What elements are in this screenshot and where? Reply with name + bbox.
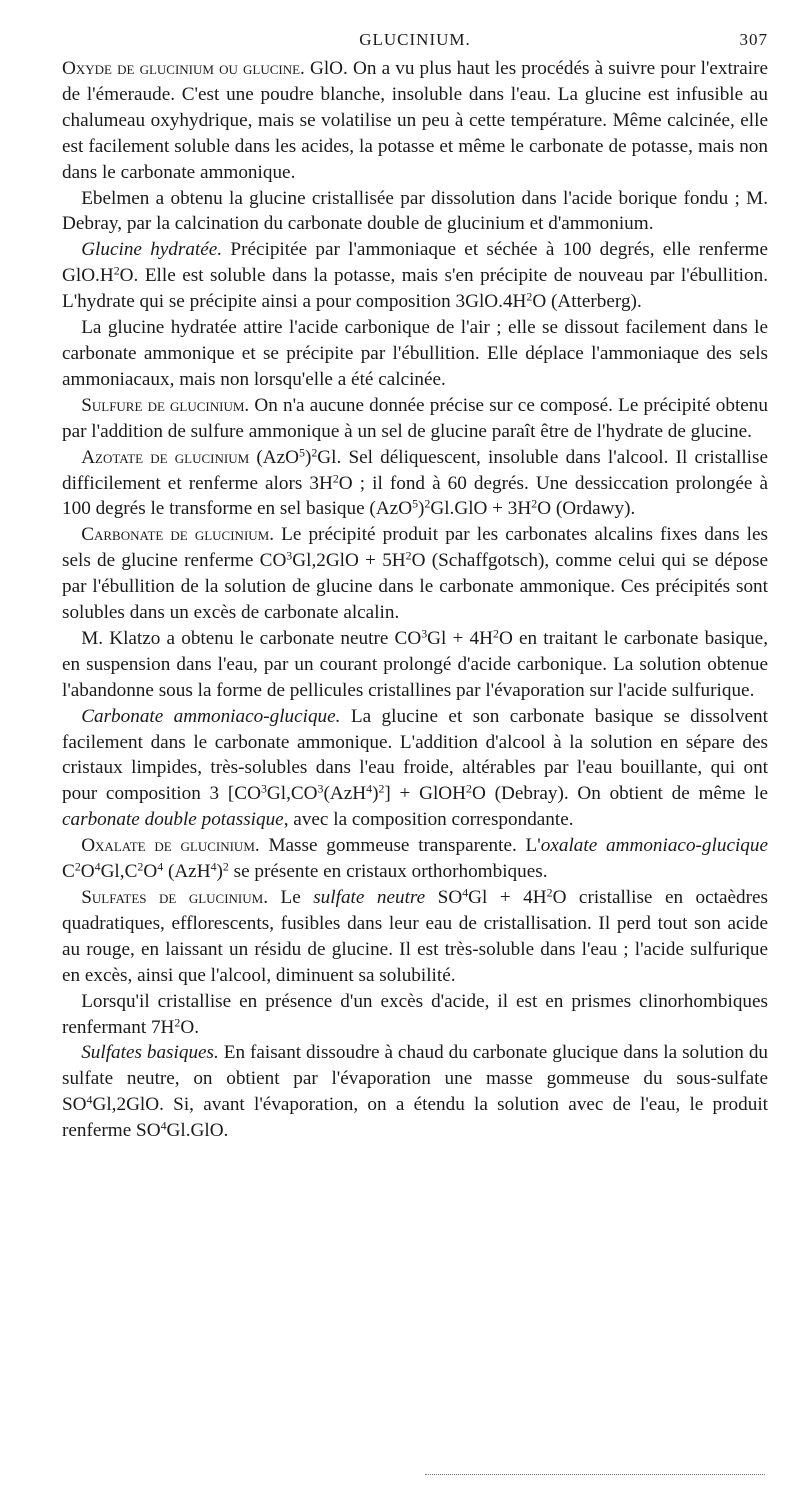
italic-term: sulfate neutre bbox=[313, 887, 426, 908]
superscript: 2 bbox=[74, 859, 81, 874]
superscript: 2 bbox=[378, 781, 385, 796]
text-run: SO bbox=[425, 887, 463, 908]
paragraph-azotate bbox=[62, 445, 768, 523]
text-run: (AzO bbox=[249, 446, 299, 468]
superscript: 2 bbox=[113, 263, 120, 278]
text-run: Gl + 4H bbox=[427, 627, 493, 649]
paragraph-text: Ebelmen a obtenu la glucine cristallisée par dissolution dans l'acide borique fondu ; M. Debray, par la calcination du carbonate double de glucinium et d'ammonium. bbox=[62, 187, 768, 235]
paragraph-sulfates bbox=[62, 885, 768, 989]
superscript: 4 bbox=[160, 1118, 167, 1133]
book-page bbox=[62, 30, 768, 1144]
text-run: se présente en cristaux orthorhombiques. bbox=[228, 861, 548, 883]
section-heading-azotate: Azotate de glucinium bbox=[81, 446, 250, 468]
body-text bbox=[62, 56, 768, 1144]
section-heading-oxalate: Oxalate de glucinium. bbox=[81, 835, 260, 857]
text-run: Le bbox=[268, 887, 314, 908]
paragraph-glucine-hydratee bbox=[62, 237, 768, 315]
text-run: Précipitée par l'ammoniaque et séchée à 100 degrés, elle renferme GlO.H bbox=[62, 239, 768, 287]
superscript: 3 bbox=[421, 626, 428, 641]
paragraph-ebelmen bbox=[62, 186, 768, 238]
text-run: Gl.GlO. bbox=[166, 1120, 229, 1142]
superscript: 2 bbox=[526, 289, 533, 304]
text-run: M. Klatzo a obtenu le carbonate neutre CO bbox=[81, 627, 422, 649]
text-run: La glucine et son carbonate basique se dissolvent facilement dans le carbonate ammonique. L'addition d'alcool à la solution en sépare des cristaux limpides, très-solubles dans l'eau froide, altérables par l'eau bouillante, qui ont pour composition 3 [CO bbox=[62, 705, 768, 805]
paragraph-sulfure bbox=[62, 393, 768, 445]
superscript: 2 bbox=[466, 781, 472, 796]
paragraph-oxalate bbox=[62, 833, 768, 885]
text-run: Le précipité produit par les carbonates alcalins fixes dans les sels de glucine renferme CO bbox=[62, 524, 768, 572]
text-run: O ; il fond à 60 degrés. Une dessiccation prolongée à 100 degrés le transforme en sel basique (AzO bbox=[62, 472, 768, 520]
paragraph-sulfates-basiques bbox=[62, 1040, 768, 1144]
superscript: 2 bbox=[424, 496, 431, 511]
paragraph-oxyde bbox=[62, 56, 768, 186]
paragraph-prismes bbox=[62, 989, 768, 1041]
text-run: Lorsqu'il cristallise en présence d'un excès d'acide, il est en prismes clinorhombiques renfermant 7H bbox=[62, 990, 768, 1038]
text-run: O. bbox=[180, 1016, 200, 1038]
text-run: ) bbox=[216, 861, 223, 883]
text-run: (AzH bbox=[323, 783, 367, 805]
superscript: 2 bbox=[405, 548, 412, 563]
paragraph-glucine-air bbox=[62, 315, 768, 393]
superscript: 3 bbox=[317, 781, 324, 796]
text-run: O bbox=[143, 861, 158, 883]
paragraph-text: On a vu plus haut les procédés à suivre pour l'extraire de l'émeraude. C'est une poudre blanche, insoluble dans l'eau. La glucine est infusible au chalumeau oxyhydrique, mais se volatilise un peu à cette température. Même calcinée, elle est facilement soluble dans les acides, la potasse et même le carbonate de potasse, mais non dans le carbonate ammonique. bbox=[62, 58, 768, 183]
formula: GlO. bbox=[304, 58, 348, 79]
italic-term: carbonate double potassique bbox=[62, 809, 284, 831]
superscript: 2 bbox=[174, 1014, 181, 1029]
superscript: 4 bbox=[210, 859, 217, 874]
text-run: O en traitant le carbonate basique, en suspension dans l'eau, par un courant prolongé d'acide carbonique. La solution obtenue l'abandonne sous la forme de pellicules cristallines par l'évaporation sur l'acide sulfurique. bbox=[62, 627, 768, 701]
superscript: 4 bbox=[94, 859, 101, 874]
footer-dotted-rule bbox=[425, 1474, 765, 1475]
paragraph-text: On n'a aucune donnée précise sur ce composé. Le précipité obtenu par l'addition de sulfure ammonique à un sel de glucine paraît être de l'hydrate de glucine. bbox=[62, 394, 768, 442]
text-run: O bbox=[80, 861, 95, 883]
superscript: 5 bbox=[412, 496, 419, 511]
superscript: 3 bbox=[260, 781, 267, 796]
text-run: Gl,CO bbox=[266, 783, 318, 805]
text-run: Gl,2GlO + 5H bbox=[292, 550, 406, 572]
text-run: O. Elle est soluble dans la potasse, mais s'en précipite de nouveau par l'ébullition. L'hydrate qui se précipite ainsi a pour composition 3GlO.4H bbox=[62, 265, 768, 313]
superscript: 4 bbox=[157, 859, 164, 874]
text-run: ) bbox=[304, 446, 312, 468]
text-run: Gl + 4H bbox=[468, 887, 547, 908]
text-run: ] + GlOH bbox=[384, 783, 467, 805]
superscript: 3 bbox=[286, 548, 293, 563]
text-run: O cristallise en octaèdres quadratiques, efflorescents, fusibles dans leur eau de cristallisation. Il perd tout son acide au rouge, en laissant un résidu de glucine. Il est très-soluble dans l'eau ; l'acide sulfurique en excès, ainsi que l'alcool, diminuent sa solubilité. bbox=[62, 887, 768, 986]
section-heading-sulfates: Sulfates de glucinium. bbox=[81, 887, 268, 908]
superscript: 2 bbox=[222, 859, 229, 874]
subsection-heading-glucine-hydratee: Glucine hydratée. bbox=[81, 239, 223, 261]
text-run: O (Ordawy). bbox=[537, 498, 636, 520]
text-run: (AzH bbox=[163, 861, 211, 883]
section-heading-oxyde: Oxyde de glucinium ou glucine. bbox=[62, 58, 305, 79]
running-title: GLUCINIUM. bbox=[359, 30, 471, 49]
text-run: , avec la composition correspondante. bbox=[283, 809, 574, 831]
paragraph-carbonate bbox=[62, 522, 768, 626]
text-run: ) bbox=[372, 783, 379, 805]
page-number: 307 bbox=[739, 30, 768, 49]
running-head bbox=[62, 30, 768, 56]
text-run: Gl,C bbox=[100, 861, 138, 883]
text-run: Gl,2GlO. Si, avant l'évaporation, on a étendu la solution avec de l'eau, le produit renferme SO bbox=[62, 1094, 768, 1142]
text-run: O (Atterberg). bbox=[532, 291, 642, 313]
text-run: Masse gommeuse transparente. L' bbox=[259, 835, 541, 857]
superscript: 2 bbox=[546, 885, 553, 900]
text-run: O (Schaffgotsch), comme celui qui se dépose par l'ébullition de la solution de glucine dans le carbonate ammonique. Ces précipités sont solubles dans un excès de carbonate alcalin. bbox=[62, 550, 768, 624]
superscript: 5 bbox=[299, 445, 305, 460]
superscript: 4 bbox=[462, 885, 469, 900]
paragraph-klatzo bbox=[62, 626, 768, 704]
subsection-heading-carbonate-ammoniaco: Carbonate ammoniaco-glucique. bbox=[81, 705, 341, 727]
italic-term: oxalate ammoniaco-glucique bbox=[540, 835, 769, 857]
superscript: 2 bbox=[137, 859, 144, 874]
section-heading-carbonate: Carbonate de glucinium. bbox=[81, 524, 275, 546]
text-run: C bbox=[62, 861, 75, 883]
superscript: 4 bbox=[86, 1092, 93, 1107]
paragraph-carbonate-ammoniaco bbox=[62, 704, 768, 834]
text-run: ) bbox=[418, 498, 425, 520]
superscript: 2 bbox=[531, 496, 538, 511]
text-run: Gl.GlO + 3H bbox=[430, 498, 532, 520]
superscript: 4 bbox=[366, 781, 373, 796]
superscript: 2 bbox=[311, 445, 318, 460]
text-run: O (Debray). On obtient de même le bbox=[471, 783, 768, 805]
superscript: 2 bbox=[332, 470, 339, 485]
subsection-heading-sulfates-basiques: Sulfates basiques. bbox=[81, 1042, 219, 1064]
paragraph-text: La glucine hydratée attire l'acide carbonique de l'air ; elle se dissout facilement dans le carbonate ammonique et se précipite par l'ébullition. Elle déplace l'ammoniaque des sels ammoniacaux, mais non lorsqu'elle a été calcinée. bbox=[62, 317, 768, 390]
superscript: 2 bbox=[493, 626, 499, 641]
section-heading-sulfure: Sulfure de glucinium. bbox=[81, 394, 250, 416]
text-run: Gl. Sel déliquescent, insoluble dans l'alcool. Il cristallise difficilement et renferme alors 3H bbox=[62, 446, 769, 494]
text-run: En faisant dissoudre à chaud du carbonate glucique dans la solution du sulfate neutre, on obtient par l'évaporation une masse gommeuse du sous-sulfate SO bbox=[62, 1042, 769, 1116]
